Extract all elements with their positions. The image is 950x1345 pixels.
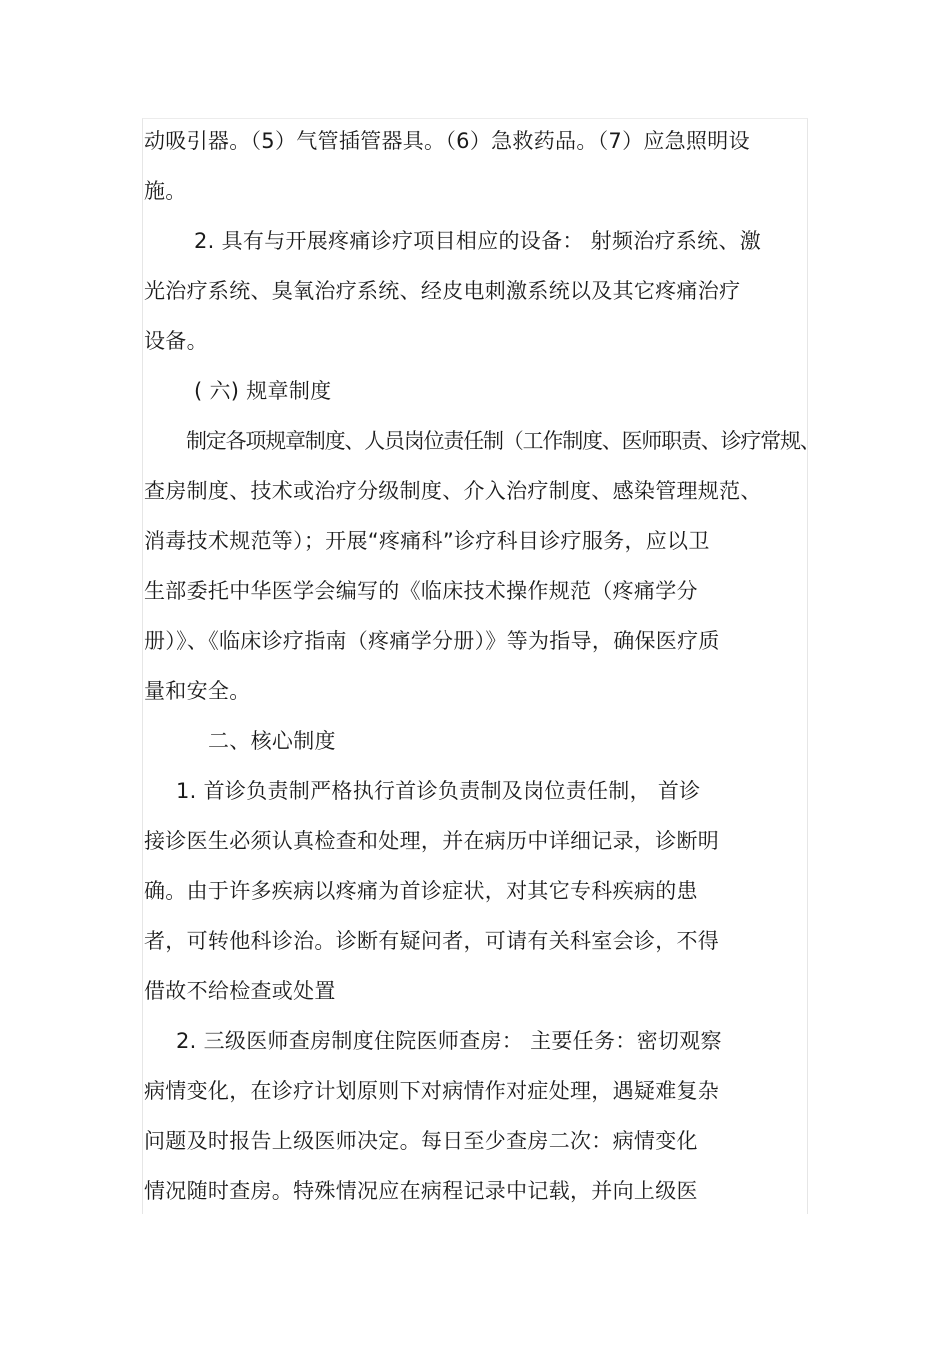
section-heading: ( 六) 规章制度 bbox=[194, 379, 332, 403]
text-line: 生部委托中华医学会编写的《临床技术操作规范（疼痛学分 bbox=[144, 579, 698, 603]
text-line: 查房制度、技术或治疗分级制度、介入治疗制度、感染管理规范、 bbox=[144, 479, 762, 503]
text-line: 接诊医生必须认真检查和处理，并在病历中详细记录，诊断明 bbox=[144, 829, 720, 853]
text-line: 2. 三级医师查房制度住院医师查房： 主要任务：密切观察 bbox=[176, 1029, 722, 1053]
text-line: 消毒技术规范等）；开展“疼痛科”诊疗科目诊疗服务，应以卫 bbox=[144, 529, 710, 553]
text-line: 动吸引器。（5）气管插管器具。（6）急救药品。（7）应急照明设 bbox=[144, 129, 750, 153]
text-line: 施。 bbox=[144, 179, 187, 203]
text-line: 2. 具有与开展疼痛诊疗项目相应的设备： 射频治疗系统、激 bbox=[194, 229, 762, 253]
text-line: 病情变化，在诊疗计划原则下对病情作对症处理，遇疑难复杂 bbox=[144, 1079, 720, 1103]
section-heading: 二、核心制度 bbox=[208, 729, 336, 753]
text-line: 设备。 bbox=[144, 329, 208, 353]
text-line: 量和安全。 bbox=[144, 679, 251, 703]
text-line: 册）》、《临床诊疗指南（疼痛学分册）》等为指导，确保医疗质 bbox=[144, 629, 720, 653]
text-line: 确。由于许多疾病以疼痛为首诊症状，对其它专科疾病的患 bbox=[144, 879, 698, 903]
text-line: 光治疗系统、臭氧治疗系统、经皮电刺激系统以及其它疼痛治疗 bbox=[144, 279, 741, 303]
text-line: 1. 首诊负责制严格执行首诊负责制及岗位责任制， 首诊 bbox=[176, 779, 701, 803]
text-line: 情况随时查房。特殊情况应在病程记录中记载，并向上级医 bbox=[144, 1179, 698, 1203]
text-line: 者，可转他科诊治。诊断有疑问者，可请有关科室会诊，不得 bbox=[144, 929, 720, 953]
text-line: 制定各项规章制度、人员岗位责任制（工作制度、医师职责、诊疗常规、 bbox=[186, 429, 820, 453]
text-line: 借故不给检查或处置 bbox=[144, 979, 336, 1003]
text-line: 问题及时报告上级医师决定。每日至少查房二次：病情变化 bbox=[144, 1129, 698, 1153]
